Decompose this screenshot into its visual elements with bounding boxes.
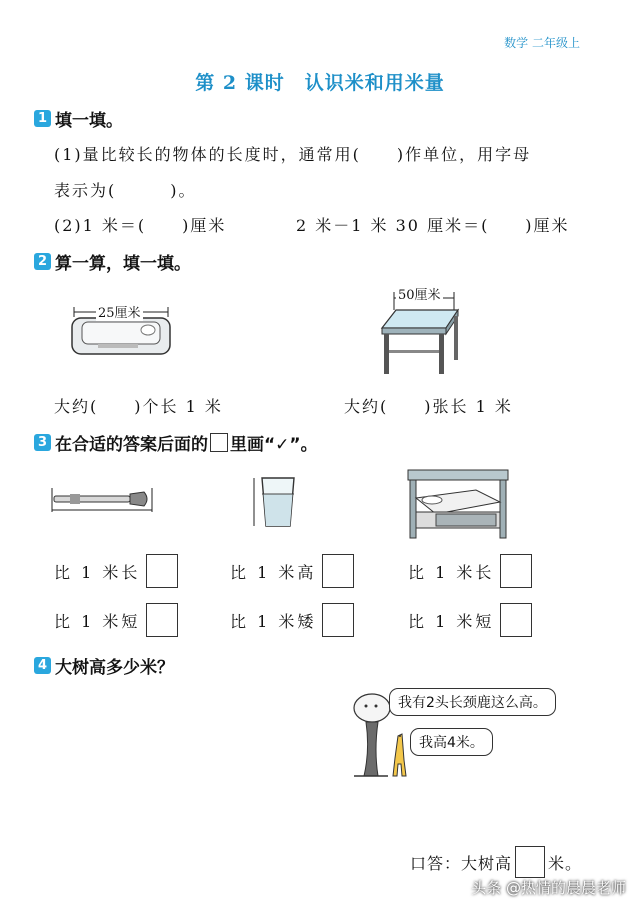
q3-heading-text-after: 里画“✓”。 (230, 435, 318, 455)
q3-pen-longer-checkbox[interactable] (146, 554, 178, 588)
q3-glass-taller-checkbox[interactable] (322, 554, 354, 588)
q1-number-badge: 1 (34, 110, 51, 127)
q3-pen-shorter-checkbox[interactable] (146, 603, 178, 637)
q3-option-pen-shorter-label: 比 1 米短 (54, 611, 141, 631)
q3-option-pen-shorter (54, 603, 178, 637)
q3-bed-shorter-checkbox[interactable] (500, 603, 532, 637)
page-title: 第 2 课时 认识米和用米量 (195, 72, 445, 94)
page-header-subject: 数学 二年级上 (504, 36, 580, 50)
q4-answer-after: 米。 (548, 853, 583, 873)
q4-number-badge: 4 (34, 657, 51, 674)
q3-heading (34, 430, 318, 455)
q1-heading (34, 106, 123, 131)
pencil-case-length-label: 25厘米 (96, 302, 143, 321)
q3-heading-text-before: 在合适的答案后面的 (55, 435, 208, 455)
q3-option-pen-longer-label: 比 1 米长 (54, 562, 141, 582)
q3-glass-shorter-checkbox[interactable] (322, 603, 354, 637)
q1-line3a: (2)1 米＝( )厘米 (54, 216, 227, 235)
q1-line1: (1)量比较长的物体的长度时，通常用( )作单位，用字母 (54, 145, 532, 164)
q2-answer-left: 大约( )个长 1 米 (54, 397, 223, 416)
desk-length-label: 50厘米 (396, 284, 443, 303)
q1-line2: 表示为( )。 (54, 181, 197, 200)
q4-answer-box[interactable] (515, 846, 545, 878)
q3-option-bed-shorter-label: 比 1 米短 (408, 611, 495, 631)
pen-illustration (48, 480, 158, 520)
q4-answer-before: 口答：大树高 (410, 853, 513, 873)
q3-option-glass-shorter-label: 比 1 米矮 (230, 611, 317, 631)
q1-line3b: 2 米－1 米 30 厘米＝( )厘米 (296, 216, 570, 235)
q3-option-glass-shorter (230, 603, 354, 637)
tree-speech-bubble: 我有2头长颈鹿这么高。 (389, 688, 556, 716)
q3-heading-checkbox-icon (210, 433, 228, 452)
q3-option-glass-taller-label: 比 1 米高 (230, 562, 317, 582)
q3-option-bed-shorter (408, 603, 532, 637)
q3-option-pen-longer (54, 554, 178, 588)
q4-heading-text: 大树高多少米？ (55, 658, 174, 678)
bed-illustration (406, 468, 512, 542)
q2-answer-right: 大约( )张长 1 米 (344, 397, 513, 416)
q3-number-badge: 3 (34, 434, 51, 451)
q3-option-glass-taller (230, 554, 354, 588)
q2-number-badge: 2 (34, 253, 51, 270)
giraffe-speech-bubble: 我高4米。 (410, 728, 493, 756)
q2-heading (34, 249, 191, 274)
q4-answer-line (410, 846, 582, 878)
q3-option-bed-longer-label: 比 1 米长 (408, 562, 495, 582)
q3-bed-longer-checkbox[interactable] (500, 554, 532, 588)
q1-heading-text: 填一填。 (55, 111, 123, 131)
q2-heading-text: 算一算，填一填。 (55, 254, 191, 274)
q3-option-bed-longer (408, 554, 532, 588)
watermark-text: 头条 @热情的晨晨老师 (471, 879, 626, 897)
q4-heading (34, 653, 174, 678)
glass-illustration (250, 472, 300, 532)
